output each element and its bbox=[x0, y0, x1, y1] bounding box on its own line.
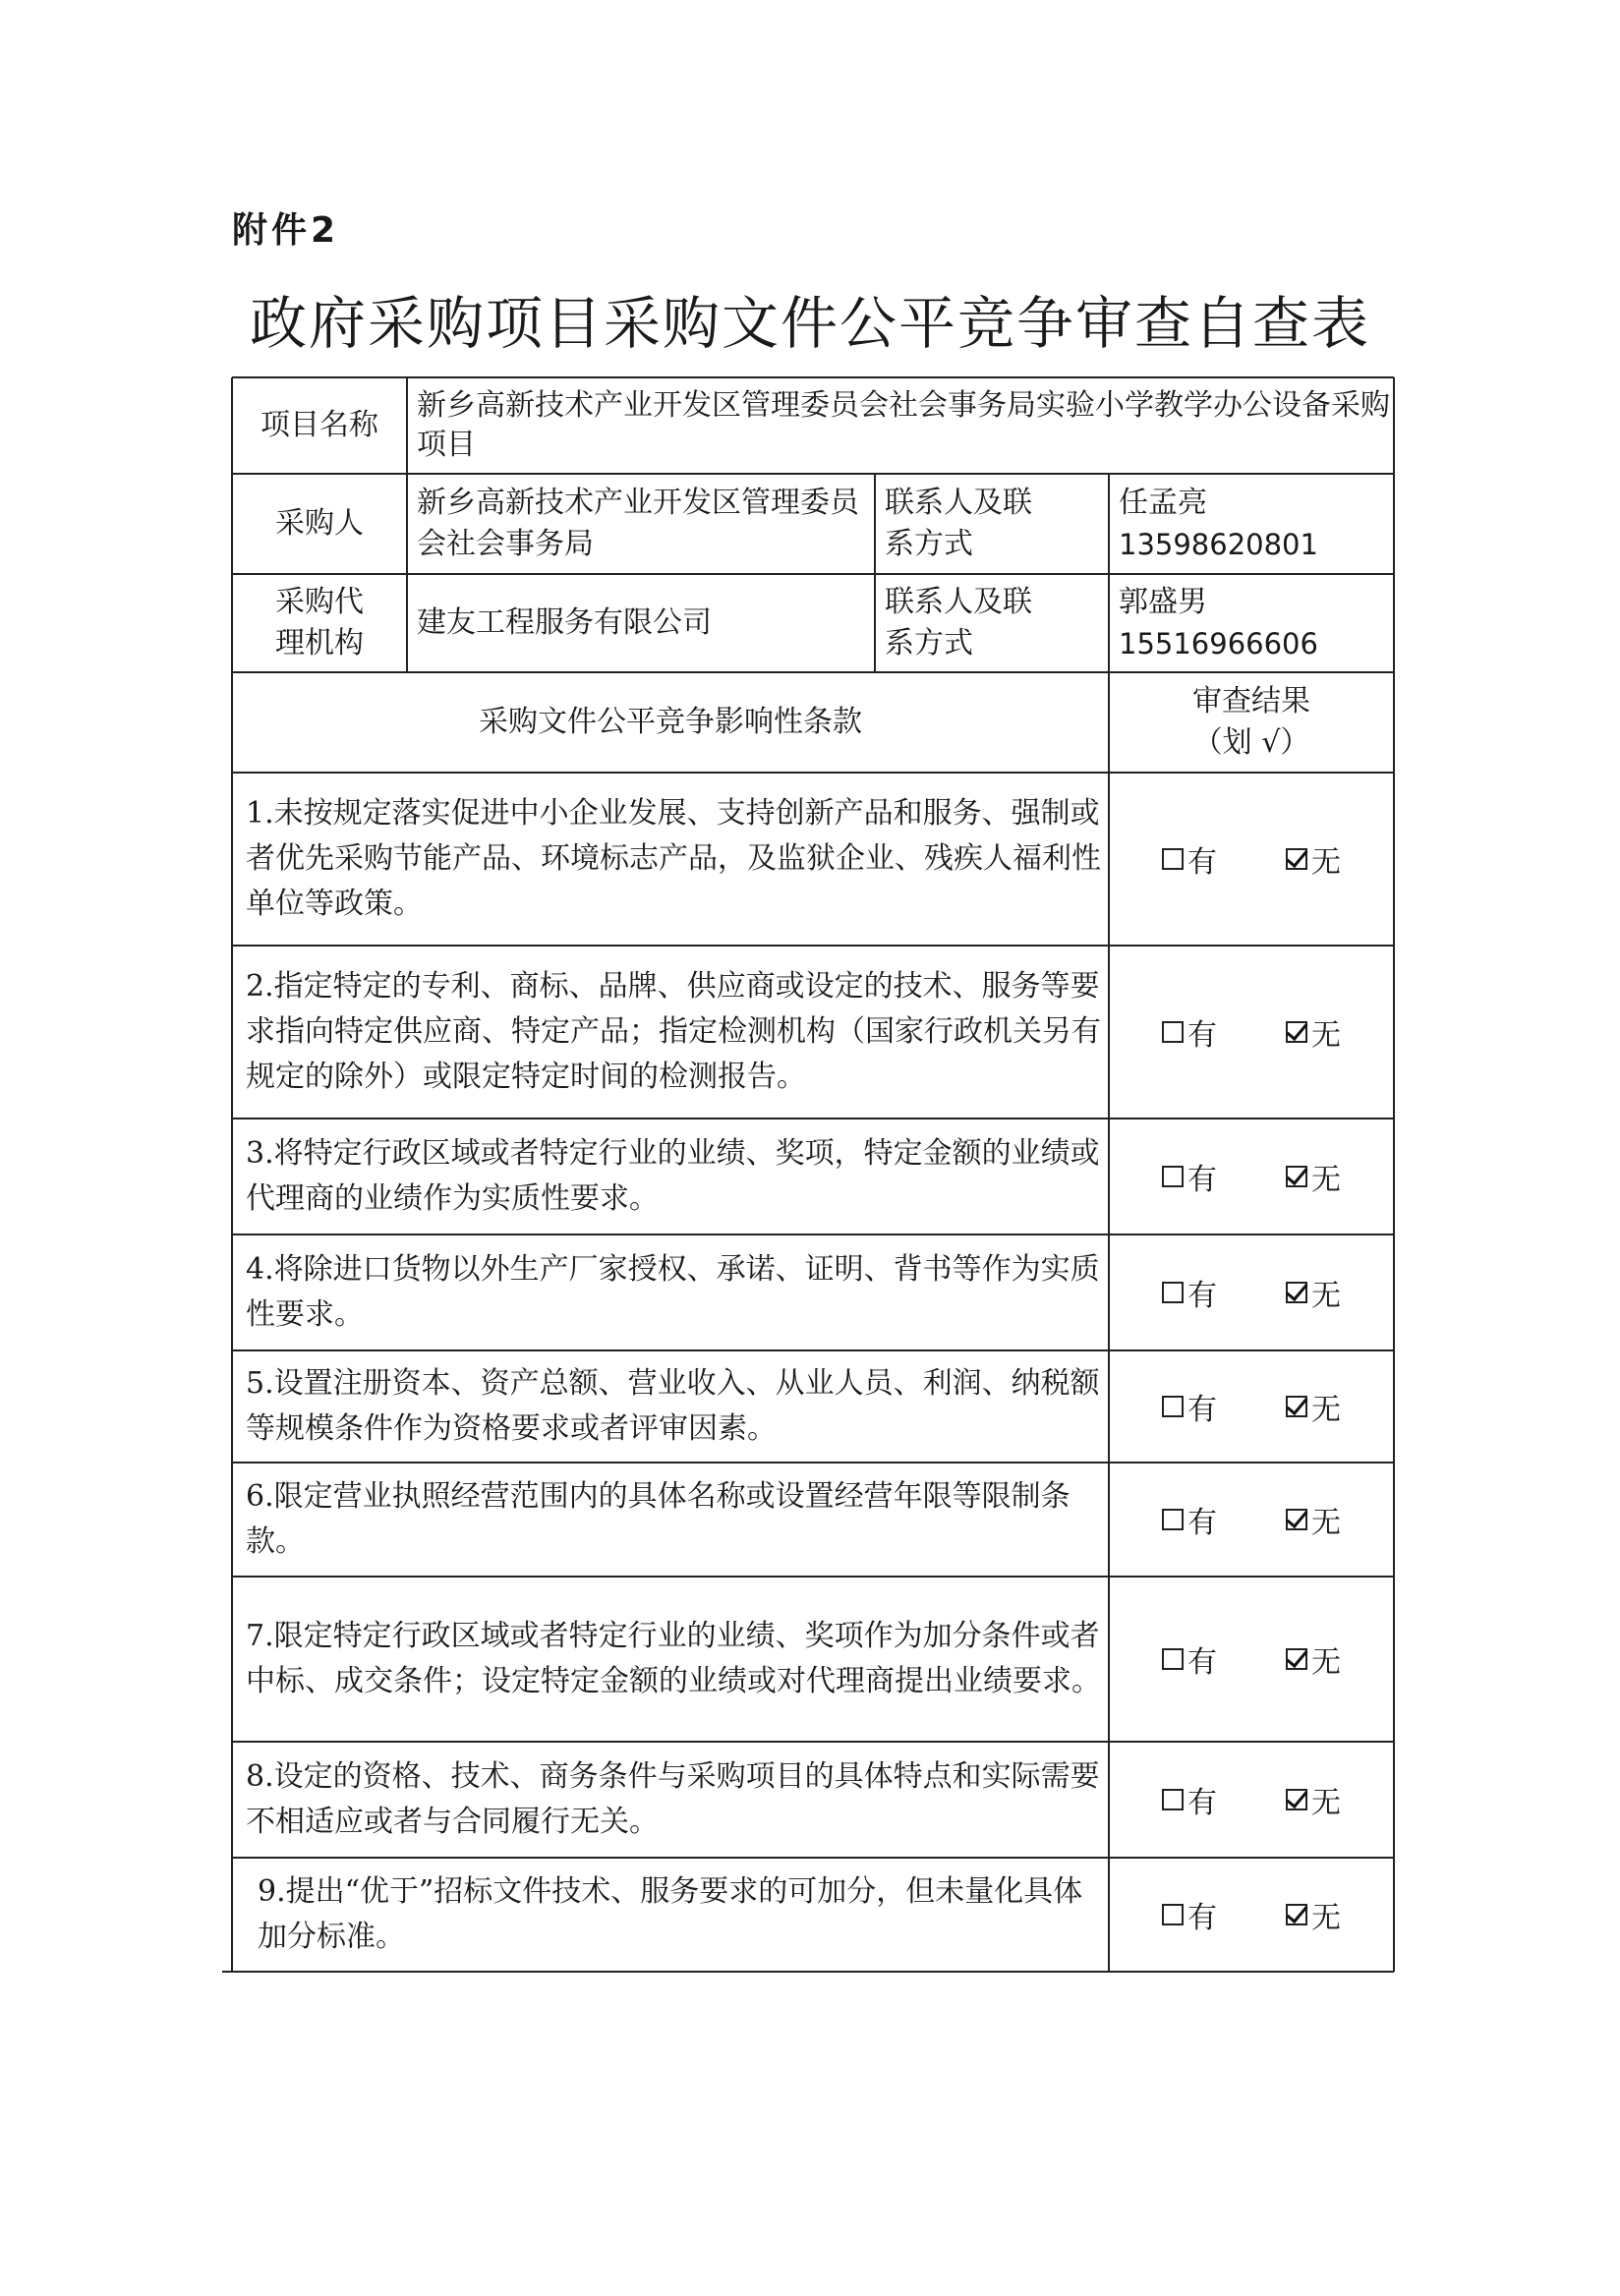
option-no-label: 无 bbox=[1311, 1279, 1341, 1313]
option-yes-label: 有 bbox=[1187, 845, 1217, 880]
result-8 bbox=[1111, 1744, 1392, 1856]
checkbox-icon bbox=[1162, 1648, 1184, 1670]
option-no[interactable] bbox=[1286, 1498, 1341, 1541]
attachment-label: 附件2 bbox=[232, 210, 340, 251]
option-no[interactable] bbox=[1286, 1637, 1341, 1681]
agency-contact bbox=[1111, 576, 1392, 670]
clause-4: 4.将除进口货物以外生产厂家授权、承诺、证明、背书等作为实质性要求。 bbox=[246, 1252, 1100, 1332]
option-yes-label: 有 bbox=[1187, 1018, 1217, 1053]
result-1 bbox=[1111, 775, 1392, 944]
result-3 bbox=[1111, 1120, 1392, 1233]
option-no-label: 无 bbox=[1311, 1018, 1341, 1053]
purchaser-contact-label: 联系人及联系方式 bbox=[885, 486, 1032, 561]
checkbox-icon bbox=[1162, 1021, 1184, 1043]
result-header: 审查结果（划 √） bbox=[1192, 684, 1310, 760]
option-yes-label: 有 bbox=[1187, 1393, 1217, 1427]
purchaser-contact-phone: 13598620801 bbox=[1119, 528, 1318, 561]
option-yes[interactable] bbox=[1162, 1271, 1217, 1314]
purchaser-label: 采购人 bbox=[275, 506, 364, 541]
project-name-label: 项目名称 bbox=[260, 408, 378, 442]
option-no-label: 无 bbox=[1311, 1901, 1341, 1935]
option-yes-label: 有 bbox=[1187, 1645, 1217, 1680]
option-yes[interactable] bbox=[1162, 1498, 1217, 1541]
agency-label: 采购代理机构 bbox=[275, 585, 364, 660]
option-no-label: 无 bbox=[1311, 1506, 1341, 1540]
result-7 bbox=[1111, 1578, 1392, 1740]
option-no-label: 无 bbox=[1311, 1786, 1341, 1820]
checked-box-icon bbox=[1286, 1282, 1307, 1303]
clause-1: 1.未按规定落实促进中小企业发展、支持创新产品和服务、强制或者优先采购节能产品、环境标志产品，及监狱企业、残疾人福利性单位等政策。 bbox=[246, 796, 1101, 921]
option-yes-label: 有 bbox=[1187, 1279, 1217, 1313]
option-no-label: 无 bbox=[1311, 1645, 1341, 1680]
result-9 bbox=[1111, 1860, 1392, 1970]
option-yes[interactable] bbox=[1162, 1385, 1217, 1428]
checkbox-icon bbox=[1162, 1396, 1184, 1417]
project-name-value: 新乡高新技术产业开发区管理委员会社会事务局实验小学教学办公设备采购项目 bbox=[417, 388, 1390, 462]
option-no[interactable] bbox=[1286, 837, 1341, 881]
checked-box-icon bbox=[1286, 848, 1307, 870]
option-yes[interactable] bbox=[1162, 1637, 1217, 1681]
option-no[interactable] bbox=[1286, 1271, 1341, 1314]
option-yes[interactable] bbox=[1162, 1155, 1217, 1198]
checkbox-icon bbox=[1162, 1282, 1184, 1303]
agency-contact-label: 联系人及联系方式 bbox=[885, 585, 1032, 660]
result-2 bbox=[1111, 947, 1392, 1117]
option-yes[interactable] bbox=[1162, 1893, 1217, 1936]
option-no[interactable] bbox=[1286, 1155, 1341, 1198]
result-4 bbox=[1111, 1236, 1392, 1349]
option-no[interactable] bbox=[1286, 1778, 1341, 1821]
document-title: 政府采购项目采购文件公平竞争审查自查表 bbox=[249, 290, 1370, 357]
checkbox-icon bbox=[1162, 1509, 1184, 1530]
agency-contact-name: 郭盛男 bbox=[1119, 585, 1207, 619]
option-no-label: 无 bbox=[1311, 1163, 1341, 1197]
checkbox-icon bbox=[1162, 1166, 1184, 1187]
option-no-label: 无 bbox=[1311, 1393, 1341, 1427]
checked-box-icon bbox=[1286, 1789, 1307, 1810]
clause-6: 6.限定营业执照经营范围内的具体名称或设置经营年限等限制条款。 bbox=[246, 1479, 1070, 1559]
checked-box-icon bbox=[1286, 1509, 1307, 1530]
purchaser-contact bbox=[1111, 476, 1392, 572]
option-yes[interactable] bbox=[1162, 837, 1217, 881]
clause-8: 8.设定的资格、技术、商务条件与采购项目的具体特点和实际需要不相适应或者与合同履行无关。 bbox=[246, 1759, 1100, 1839]
purchaser-value: 新乡高新技术产业开发区管理委员会社会事务局 bbox=[417, 486, 859, 561]
clause-3: 3.将特定行政区域或者特定行业的业绩、奖项，特定金额的业绩或代理商的业绩作为实质性要求。 bbox=[246, 1136, 1100, 1216]
checked-box-icon bbox=[1286, 1648, 1307, 1670]
option-yes[interactable] bbox=[1162, 1010, 1217, 1054]
checkbox-icon bbox=[1162, 1904, 1184, 1925]
result-6 bbox=[1111, 1464, 1392, 1575]
option-no[interactable] bbox=[1286, 1010, 1341, 1054]
agency-value: 建友工程服务有限公司 bbox=[417, 605, 712, 640]
option-yes-label: 有 bbox=[1187, 1163, 1217, 1197]
clause-9: 9.提出“优于”招标文件技术、服务要求的可加分，但未量化具体加分标准。 bbox=[258, 1874, 1083, 1954]
result-5 bbox=[1111, 1352, 1392, 1461]
agency-contact-phone: 15516966606 bbox=[1119, 627, 1318, 660]
checkbox-icon bbox=[1162, 1789, 1184, 1810]
clause-2: 2.指定特定的专利、商标、品牌、供应商或设定的技术、服务等要求指向特定供应商、特定产品；指定检测机构（国家行政机关另有规定的除外）或限定特定时间的检测报告。 bbox=[246, 969, 1101, 1094]
option-yes-label: 有 bbox=[1187, 1786, 1217, 1820]
option-no[interactable] bbox=[1286, 1893, 1341, 1936]
purchaser-contact-name: 任孟亮 bbox=[1119, 486, 1207, 520]
clause-7: 7.限定特定行政区域或者特定行业的业绩、奖项作为加分条件或者中标、成交条件；设定特定金额的业绩或对代理商提出业绩要求。 bbox=[246, 1619, 1101, 1698]
option-no-label: 无 bbox=[1311, 845, 1341, 880]
option-yes-label: 有 bbox=[1187, 1901, 1217, 1935]
checked-box-icon bbox=[1286, 1021, 1307, 1043]
checked-box-icon bbox=[1286, 1166, 1307, 1187]
option-no[interactable] bbox=[1286, 1385, 1341, 1428]
clauses-header: 采购文件公平竞争影响性条款 bbox=[479, 705, 862, 739]
checkbox-icon bbox=[1162, 848, 1184, 870]
checked-box-icon bbox=[1286, 1396, 1307, 1417]
option-yes-label: 有 bbox=[1187, 1506, 1217, 1540]
checked-box-icon bbox=[1286, 1904, 1307, 1925]
option-yes[interactable] bbox=[1162, 1778, 1217, 1821]
clause-5: 5.设置注册资本、资产总额、营业收入、从业人员、利润、纳税额等规模条件作为资格要求或者评审因素。 bbox=[246, 1366, 1100, 1446]
